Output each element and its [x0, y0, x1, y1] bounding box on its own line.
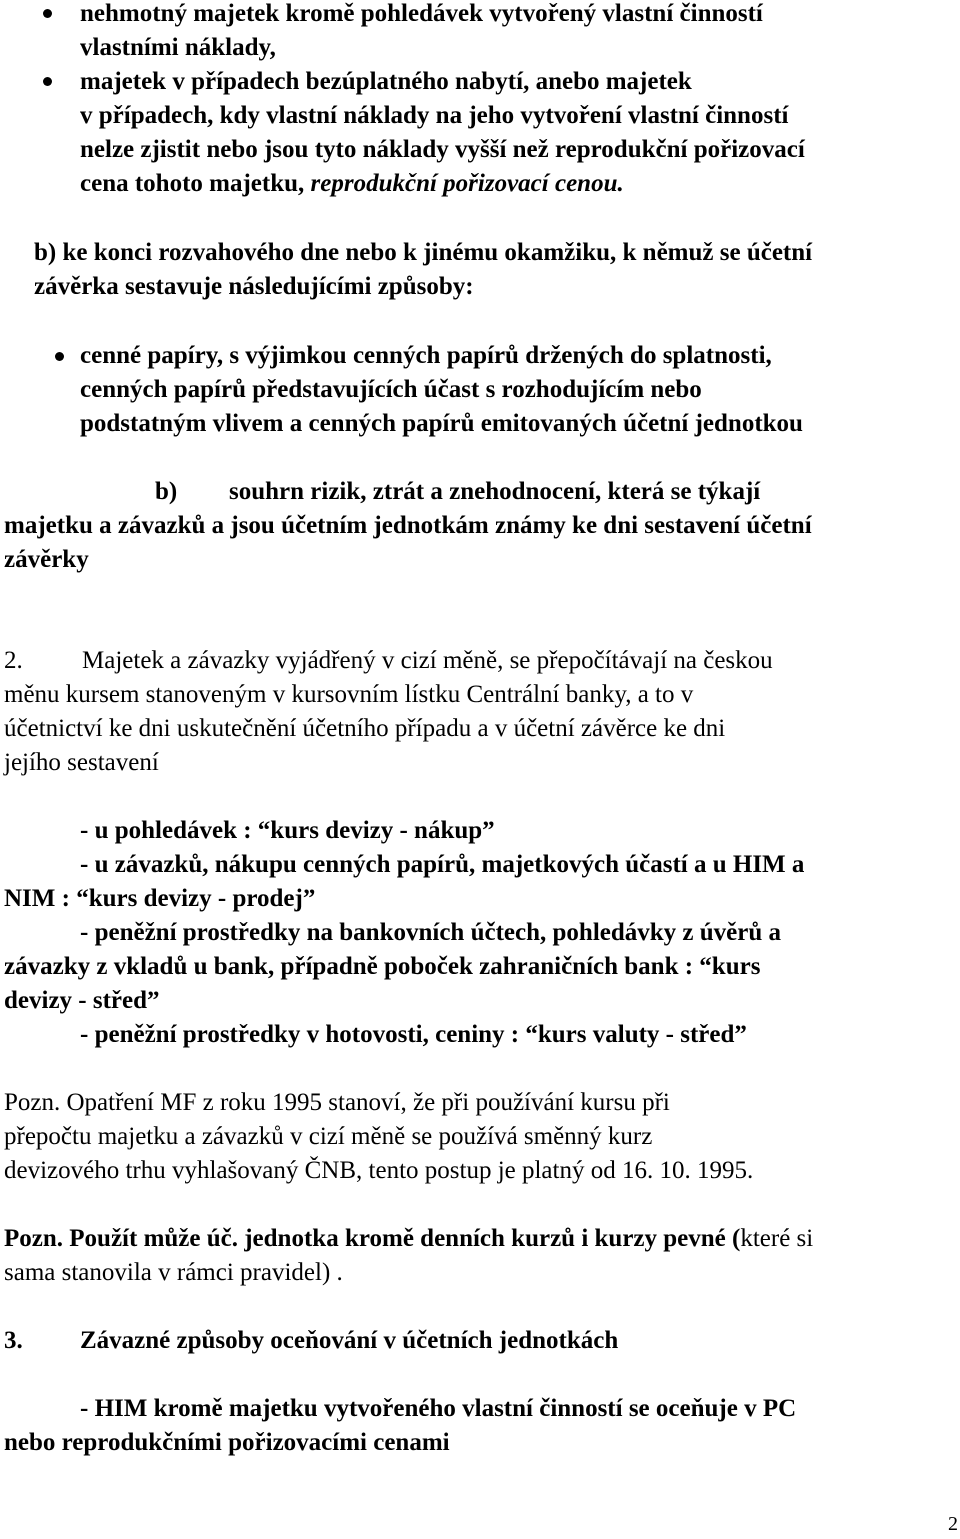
bullet-item-line: nehmotný majetek kromě pohledávek vytvořený vlastní činností	[80, 0, 763, 27]
note-line: Pozn. Opatření MF z roku 1995 stanoví, že při používání kursu při	[4, 1089, 670, 1116]
paragraph-line: závěrky	[4, 546, 89, 573]
bullet-icon	[43, 9, 52, 18]
note-line	[4, 1221, 813, 1257]
bullet-item-line: cenných papírů představujících účast s rozhodujícím nebo	[80, 376, 702, 403]
section-number: 2.	[4, 647, 23, 674]
paragraph-line: nebo reprodukčními pořizovacími cenami	[4, 1429, 450, 1456]
paragraph-line: b) ke konci rozvahového dne nebo k jinému okamžiku, k němuž se účetní	[34, 239, 813, 266]
paragraph-line: závěrka sestavuje následujícími způsoby:	[34, 273, 474, 300]
bullet-item-line: vlastními náklady,	[80, 34, 276, 61]
page-number: 2	[948, 1513, 958, 1535]
list-marker: b)	[155, 478, 178, 505]
note-line: devizového trhu vyhlašovaný ČNB, tento postup je platný od 16. 10. 1995.	[4, 1157, 754, 1184]
rate-line: NIM : “kurs devizy - prodej”	[4, 885, 316, 912]
section-line: měnu kursem stanoveným v kursovním lístku Centrální banky, a to v	[4, 681, 694, 708]
rate-line: závazky z vkladů u bank, případně poboček zahraničních bank : “kurs	[4, 953, 761, 980]
bullet-item-line: majetek v případech bezúplatného nabytí, anebo majetek	[80, 68, 692, 95]
text-normal: které si	[740, 1225, 814, 1252]
rate-line: devizy - střed”	[4, 987, 160, 1014]
bullet-item-line: podstatným vlivem a cenných papírů emitovaných účetní jednotkou	[80, 410, 803, 437]
bullet-item-line: nelze zjistit nebo jsou tyto náklady vyšší než reprodukční pořizovací	[80, 136, 805, 163]
bullet-item-line: cenné papíry, s výjimkou cenných papírů držených do splatnosti,	[80, 342, 772, 369]
bullet-item-line: v případech, kdy vlastní náklady na jeho vytvoření vlastní činností	[80, 102, 789, 129]
text-italic: reprodukční pořizovací cenou.	[310, 170, 624, 197]
note-line: sama stanovila v rámci pravidel) .	[4, 1259, 343, 1286]
section-number: 3.	[4, 1327, 23, 1354]
section-line: účetnictví ke dni uskutečnění účetního případu a v účetní závěrce ke dni	[4, 715, 726, 742]
rate-line: - u pohledávek : “kurs devizy - nákup”	[80, 817, 495, 844]
section-title: Závazné způsoby oceňování v účetních jednotkách	[80, 1327, 619, 1354]
paragraph-line: souhrn rizik, ztrát a znehodnocení, která se týkají	[229, 478, 761, 505]
rate-line: - peněžní prostředky na bankovních účtech, pohledávky z úvěrů a	[80, 919, 782, 946]
rate-line: - u závazků, nákupu cenných papírů, majetkových účastí a u HIM a	[80, 851, 805, 878]
section-line: jejího sestavení	[4, 749, 159, 776]
paragraph-line: - HIM kromě majetku vytvořeného vlastní činností se oceňuje v PC	[80, 1395, 797, 1422]
bullet-icon	[43, 77, 52, 86]
paragraph-line: majetku a závazků a jsou účetním jednotkám známy ke dni sestavení účetní	[4, 512, 812, 539]
bullet-item-line	[80, 166, 624, 202]
bullet-icon	[55, 352, 64, 361]
note-line: přepočtu majetku a závazků v cizí měně se používá směnný kurz	[4, 1123, 653, 1150]
rate-line: - peněžní prostředky v hotovosti, ceniny : “kurs valuty - střed”	[80, 1021, 747, 1048]
text-normal: cena tohoto majetku,	[80, 170, 305, 197]
text-bold: Pozn. Použít může úč. jednotka kromě denních kurzů i kurzy pevné (	[4, 1225, 741, 1252]
section-line: Majetek a závazky vyjádřený v cizí měně, se přepočítávají na českou	[82, 647, 773, 674]
